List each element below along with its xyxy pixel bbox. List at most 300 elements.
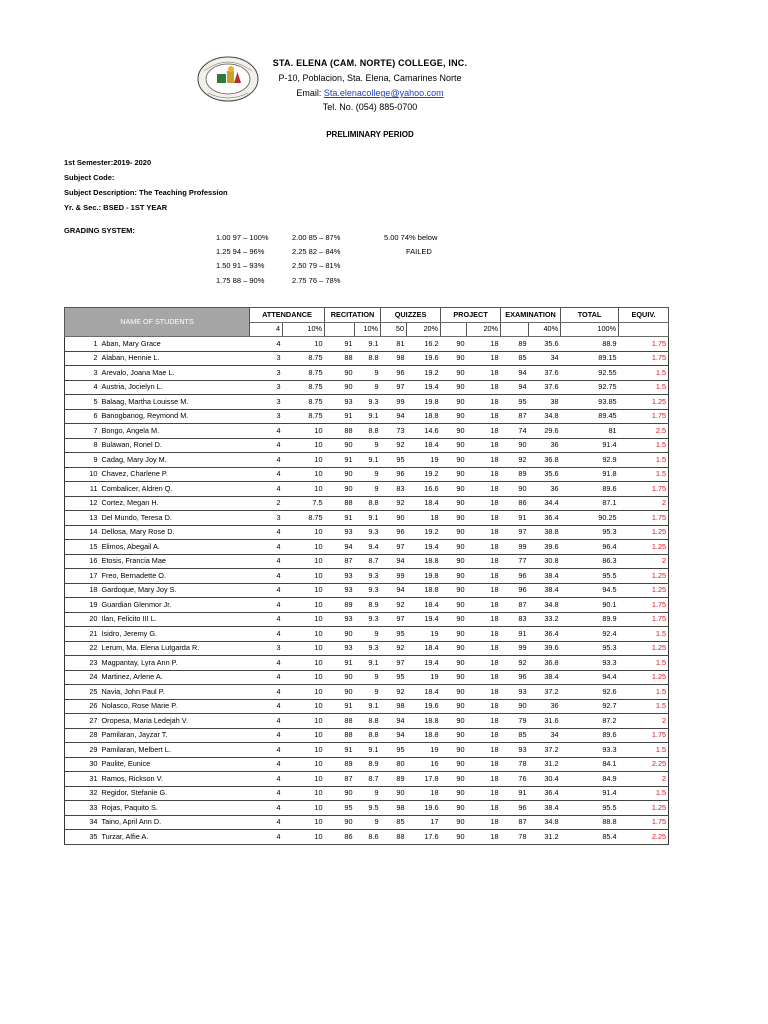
quiz-score: 92 [381, 685, 407, 700]
project-score: 90 [441, 670, 467, 685]
equivalent-grade: 1.25 [619, 641, 669, 656]
project-pct: 18 [467, 728, 501, 743]
student-row [65, 670, 669, 685]
recitation-score: 91 [325, 743, 355, 758]
exam-score: 76 [501, 772, 529, 787]
attendance-pct: 8.75 [283, 409, 325, 424]
equivalent-grade: 1.5 [619, 380, 669, 395]
student-row [65, 569, 669, 584]
equivalent-grade: 1.5 [619, 453, 669, 468]
total-grade: 93.3 [561, 656, 619, 671]
project-pct: 18 [467, 757, 501, 772]
exam-pct: 35.6 [529, 337, 561, 352]
total-grade: 81 [561, 424, 619, 439]
exam-score: 86 [501, 496, 529, 511]
sub-header-cell: 50 [381, 322, 407, 337]
exam-pct: 36.8 [529, 656, 561, 671]
total-grade: 89.15 [561, 351, 619, 366]
row-number: 8 [65, 438, 100, 453]
row-number: 32 [65, 786, 100, 801]
project-score: 90 [441, 554, 467, 569]
attendance-pct: 10 [283, 801, 325, 816]
quiz-pct: 18.4 [407, 641, 441, 656]
exam-pct: 38.4 [529, 569, 561, 584]
exam-score: 97 [501, 525, 529, 540]
attendance-pct: 10 [283, 772, 325, 787]
student-name: Del Mundo, Teresa D. [100, 511, 250, 526]
exam-pct: 34.8 [529, 409, 561, 424]
quiz-pct: 19.4 [407, 380, 441, 395]
recitation-score: 87 [325, 772, 355, 787]
student-name: Freo, Bernadette O. [100, 569, 250, 584]
project-score: 90 [441, 380, 467, 395]
project-score: 90 [441, 612, 467, 627]
equivalent-grade: 1.5 [619, 627, 669, 642]
project-pct: 18 [467, 337, 501, 352]
attendance-days: 4 [250, 554, 283, 569]
row-number: 28 [65, 728, 100, 743]
student-name: Combalicer, Aldren Q. [100, 482, 250, 497]
recitation-pct: 8.8 [355, 496, 381, 511]
exam-pct: 38.4 [529, 801, 561, 816]
recitation-score: 95 [325, 801, 355, 816]
attendance-header: ATTENDANCE [250, 308, 325, 323]
row-number: 10 [65, 467, 100, 482]
exam-score: 96 [501, 670, 529, 685]
total-grade: 92.55 [561, 366, 619, 381]
sub-header-cell: 40% [529, 322, 561, 337]
total-grade: 84.9 [561, 772, 619, 787]
grading-scale-entry: 1.75 88 – 90% [216, 276, 265, 285]
project-pct: 18 [467, 714, 501, 729]
exam-pct: 38.4 [529, 583, 561, 598]
student-row [65, 453, 669, 468]
exam-pct: 31.2 [529, 830, 561, 845]
row-number: 26 [65, 699, 100, 714]
student-row [65, 482, 669, 497]
student-name: Ilan, Felicito III L. [100, 612, 250, 627]
recitation-pct: 9 [355, 438, 381, 453]
student-row [65, 801, 669, 816]
recitation-pct: 8.8 [355, 351, 381, 366]
recitation-score: 90 [325, 366, 355, 381]
attendance-days: 2 [250, 496, 283, 511]
student-row [65, 641, 669, 656]
equivalent-grade: 1.75 [619, 511, 669, 526]
project-score: 90 [441, 438, 467, 453]
project-pct: 18 [467, 380, 501, 395]
quiz-pct: 19.6 [407, 699, 441, 714]
row-number: 6 [65, 409, 100, 424]
equivalent-grade: 1.75 [619, 728, 669, 743]
row-number: 22 [65, 641, 100, 656]
attendance-days: 3 [250, 409, 283, 424]
student-name: Ramos, Rickson V. [100, 772, 250, 787]
student-name: Navia, John Paul P. [100, 685, 250, 700]
equivalent-grade: 1.25 [619, 801, 669, 816]
quiz-score: 94 [381, 714, 407, 729]
student-name: Martinez, Arlene A. [100, 670, 250, 685]
attendance-pct: 10 [283, 830, 325, 845]
sub-header-cell: 10% [355, 322, 381, 337]
exam-score: 89 [501, 467, 529, 482]
recitation-score: 88 [325, 351, 355, 366]
total-header: TOTAL [561, 308, 619, 323]
quiz-score: 94 [381, 583, 407, 598]
quiz-score: 97 [381, 380, 407, 395]
project-score: 90 [441, 641, 467, 656]
attendance-days: 4 [250, 627, 283, 642]
quiz-pct: 17.8 [407, 772, 441, 787]
exam-score: 96 [501, 801, 529, 816]
student-row [65, 627, 669, 642]
equivalent-grade: 2.25 [619, 757, 669, 772]
grades-table-body [65, 337, 669, 845]
recitation-score: 87 [325, 554, 355, 569]
student-row [65, 540, 669, 555]
sub-header-cell: 4 [250, 322, 283, 337]
recitation-pct: 9.1 [355, 409, 381, 424]
exam-score: 96 [501, 569, 529, 584]
exam-pct: 38 [529, 395, 561, 410]
quiz-score: 98 [381, 351, 407, 366]
sub-header-cell: 20% [407, 322, 441, 337]
project-pct: 18 [467, 467, 501, 482]
project-score: 90 [441, 815, 467, 830]
equivalent-grade: 1.25 [619, 540, 669, 555]
grading-scale-entry: 2.25 82 – 84% [292, 247, 341, 256]
recitation-pct: 8.8 [355, 714, 381, 729]
project-pct: 18 [467, 438, 501, 453]
quiz-score: 73 [381, 424, 407, 439]
total-grade: 92.7 [561, 699, 619, 714]
student-row [65, 772, 669, 787]
quiz-pct: 18.4 [407, 598, 441, 613]
quiz-score: 92 [381, 598, 407, 613]
quiz-score: 96 [381, 467, 407, 482]
project-score: 90 [441, 424, 467, 439]
row-number: 11 [65, 482, 100, 497]
exam-score: 90 [501, 482, 529, 497]
sub-header-cell [501, 322, 529, 337]
recitation-score: 93 [325, 525, 355, 540]
quiz-pct: 16.2 [407, 337, 441, 352]
recitation-score: 90 [325, 685, 355, 700]
quiz-score: 85 [381, 815, 407, 830]
recitation-pct: 8.9 [355, 757, 381, 772]
attendance-pct: 10 [283, 467, 325, 482]
quiz-pct: 19.2 [407, 525, 441, 540]
exam-score: 95 [501, 395, 529, 410]
recitation-pct: 9.3 [355, 395, 381, 410]
row-number: 35 [65, 830, 100, 845]
quiz-score: 99 [381, 395, 407, 410]
recitation-pct: 8.7 [355, 554, 381, 569]
exam-pct: 31.6 [529, 714, 561, 729]
recitation-score: 93 [325, 395, 355, 410]
quiz-pct: 19.4 [407, 540, 441, 555]
recitation-pct: 8.6 [355, 830, 381, 845]
attendance-days: 4 [250, 699, 283, 714]
equivalent-grade: 1.25 [619, 583, 669, 598]
sub-header-cell [441, 322, 467, 337]
quiz-score: 92 [381, 641, 407, 656]
recitation-pct: 9 [355, 685, 381, 700]
project-score: 90 [441, 786, 467, 801]
semester-line: 1st Semester:2019- 2020 [64, 158, 152, 167]
student-row [65, 496, 669, 511]
recitation-score: 89 [325, 598, 355, 613]
attendance-days: 4 [250, 830, 283, 845]
exam-pct: 31.2 [529, 757, 561, 772]
project-pct: 18 [467, 627, 501, 642]
equivalent-grade: 1.75 [619, 351, 669, 366]
attendance-pct: 10 [283, 525, 325, 540]
attendance-days: 3 [250, 395, 283, 410]
total-grade: 90.25 [561, 511, 619, 526]
exam-score: 74 [501, 424, 529, 439]
student-row [65, 409, 669, 424]
quiz-score: 97 [381, 656, 407, 671]
equivalent-grade: 2 [619, 714, 669, 729]
quiz-pct: 18.4 [407, 438, 441, 453]
row-number: 1 [65, 337, 100, 352]
row-number: 13 [65, 511, 100, 526]
total-grade: 94.5 [561, 583, 619, 598]
exam-pct: 30.4 [529, 772, 561, 787]
exam-score: 89 [501, 337, 529, 352]
equivalent-grade: 1.75 [619, 815, 669, 830]
attendance-pct: 8.75 [283, 380, 325, 395]
project-score: 90 [441, 511, 467, 526]
student-row [65, 757, 669, 772]
quiz-pct: 19 [407, 743, 441, 758]
exam-pct: 37.6 [529, 380, 561, 395]
total-grade: 92.9 [561, 453, 619, 468]
recitation-pct: 9.3 [355, 525, 381, 540]
exam-score: 87 [501, 409, 529, 424]
student-name: Austria, Jocielyn L. [100, 380, 250, 395]
quiz-score: 83 [381, 482, 407, 497]
total-grade: 89.6 [561, 728, 619, 743]
exam-pct: 34.8 [529, 598, 561, 613]
attendance-pct: 10 [283, 424, 325, 439]
student-name: Isidro, Jeremy G. [100, 627, 250, 642]
total-grade: 87.2 [561, 714, 619, 729]
project-score: 90 [441, 351, 467, 366]
student-name: Gardoque, Mary Joy S. [100, 583, 250, 598]
recitation-pct: 9 [355, 482, 381, 497]
recitation-score: 89 [325, 757, 355, 772]
project-pct: 18 [467, 482, 501, 497]
attendance-pct: 10 [283, 453, 325, 468]
recitation-score: 90 [325, 438, 355, 453]
quiz-pct: 19 [407, 627, 441, 642]
project-pct: 18 [467, 699, 501, 714]
quiz-pct: 18.8 [407, 714, 441, 729]
project-score: 90 [441, 830, 467, 845]
project-pct: 18 [467, 612, 501, 627]
exam-pct: 36.4 [529, 786, 561, 801]
quizzes-header: QUIZZES [381, 308, 441, 323]
row-number: 30 [65, 757, 100, 772]
student-row [65, 656, 669, 671]
quiz-pct: 19.2 [407, 467, 441, 482]
quiz-score: 95 [381, 627, 407, 642]
student-name: Pamilaran, Melbert L. [100, 743, 250, 758]
sub-header-cell: 100% [561, 322, 619, 337]
equivalent-grade: 1.75 [619, 337, 669, 352]
recitation-score: 91 [325, 511, 355, 526]
attendance-days: 4 [250, 453, 283, 468]
student-name: Cortez, Megan H. [100, 496, 250, 511]
attendance-pct: 10 [283, 337, 325, 352]
project-pct: 18 [467, 815, 501, 830]
exam-pct: 35.6 [529, 467, 561, 482]
quiz-pct: 18 [407, 786, 441, 801]
row-number: 14 [65, 525, 100, 540]
recitation-score: 93 [325, 569, 355, 584]
student-row [65, 337, 669, 352]
quiz-score: 95 [381, 670, 407, 685]
recitation-pct: 8.8 [355, 728, 381, 743]
attendance-days: 3 [250, 511, 283, 526]
row-number: 24 [65, 670, 100, 685]
recitation-pct: 9.3 [355, 612, 381, 627]
recitation-pct: 8.8 [355, 424, 381, 439]
student-name: Cadag, Mary Joy M. [100, 453, 250, 468]
table-group-header-row [65, 308, 669, 323]
project-pct: 18 [467, 351, 501, 366]
name-of-students-header: NAME OF STUDENTS [65, 308, 250, 337]
recitation-pct: 9.1 [355, 337, 381, 352]
student-row [65, 380, 669, 395]
attendance-days: 4 [250, 424, 283, 439]
project-pct: 18 [467, 554, 501, 569]
equivalent-grade: 1.5 [619, 656, 669, 671]
equivalent-grade: 2.25 [619, 830, 669, 845]
equivalent-grade: 2.5 [619, 424, 669, 439]
equivalent-grade: 1.25 [619, 670, 669, 685]
quiz-pct: 16.6 [407, 482, 441, 497]
exam-score: 91 [501, 786, 529, 801]
recitation-score: 88 [325, 728, 355, 743]
attendance-pct: 10 [283, 583, 325, 598]
attendance-pct: 10 [283, 656, 325, 671]
recitation-score: 90 [325, 482, 355, 497]
sub-header-cell [619, 322, 669, 337]
total-grade: 87.1 [561, 496, 619, 511]
row-number: 23 [65, 656, 100, 671]
recitation-score: 94 [325, 540, 355, 555]
quiz-score: 92 [381, 438, 407, 453]
student-name: Pamilaran, Jayzar T. [100, 728, 250, 743]
quiz-score: 98 [381, 801, 407, 816]
project-pct: 18 [467, 540, 501, 555]
total-grade: 92.6 [561, 685, 619, 700]
attendance-days: 4 [250, 656, 283, 671]
college-address: P-10, Poblacion, Sta. Elena, Camarines Norte [278, 73, 462, 83]
exam-pct: 38.8 [529, 525, 561, 540]
recitation-pct: 9.3 [355, 641, 381, 656]
exam-pct: 36 [529, 699, 561, 714]
attendance-days: 4 [250, 714, 283, 729]
grading-system-title: GRADING SYSTEM: [64, 226, 135, 235]
attendance-days: 4 [250, 786, 283, 801]
exam-pct: 36.4 [529, 511, 561, 526]
recitation-score: 90 [325, 786, 355, 801]
exam-pct: 34 [529, 728, 561, 743]
college-telephone: Tel. No. (054) 885-0700 [322, 102, 418, 112]
quiz-score: 94 [381, 409, 407, 424]
student-row [65, 743, 669, 758]
student-row [65, 699, 669, 714]
attendance-pct: 7.5 [283, 496, 325, 511]
recitation-score: 91 [325, 337, 355, 352]
attendance-pct: 8.75 [283, 511, 325, 526]
student-row [65, 830, 669, 845]
grades-table [64, 307, 669, 845]
equivalent-grade: 1.25 [619, 569, 669, 584]
attendance-days: 4 [250, 525, 283, 540]
exam-score: 91 [501, 627, 529, 642]
total-grade: 89.6 [561, 482, 619, 497]
student-row [65, 424, 669, 439]
recitation-pct: 9 [355, 380, 381, 395]
equivalent-grade: 2 [619, 554, 669, 569]
quiz-score: 81 [381, 337, 407, 352]
row-number: 12 [65, 496, 100, 511]
project-pct: 18 [467, 670, 501, 685]
student-name: Magpantay, Lyra Ann P. [100, 656, 250, 671]
student-row [65, 511, 669, 526]
project-pct: 18 [467, 409, 501, 424]
exam-score: 90 [501, 438, 529, 453]
recitation-score: 88 [325, 714, 355, 729]
quiz-score: 97 [381, 540, 407, 555]
equivalent-grade: 1.75 [619, 598, 669, 613]
project-pct: 18 [467, 685, 501, 700]
attendance-pct: 10 [283, 612, 325, 627]
total-grade: 95.3 [561, 525, 619, 540]
student-name: Lerum, Ma. Elena Lutgarda R. [100, 641, 250, 656]
quiz-pct: 19.8 [407, 569, 441, 584]
student-name: Regidor, Stefanie G. [100, 786, 250, 801]
attendance-pct: 10 [283, 757, 325, 772]
student-row [65, 685, 669, 700]
equivalent-grade: 2 [619, 772, 669, 787]
quiz-pct: 17 [407, 815, 441, 830]
exam-score: 85 [501, 351, 529, 366]
student-name: Arevalo, Joana Mae L. [100, 366, 250, 381]
project-score: 90 [441, 757, 467, 772]
exam-pct: 33.2 [529, 612, 561, 627]
project-score: 90 [441, 801, 467, 816]
exam-score: 87 [501, 815, 529, 830]
exam-score: 92 [501, 656, 529, 671]
student-row [65, 728, 669, 743]
email-link[interactable]: Sta.elenacollege@yahoo.com [323, 88, 444, 98]
project-score: 90 [441, 699, 467, 714]
attendance-pct: 10 [283, 786, 325, 801]
attendance-days: 3 [250, 351, 283, 366]
examination-header: EXAMINATION [501, 308, 561, 323]
recitation-pct: 9 [355, 467, 381, 482]
attendance-pct: 10 [283, 699, 325, 714]
quiz-score: 98 [381, 699, 407, 714]
grading-scale-entry: 5.00 74% below [384, 233, 438, 242]
recitation-pct: 8.7 [355, 772, 381, 787]
